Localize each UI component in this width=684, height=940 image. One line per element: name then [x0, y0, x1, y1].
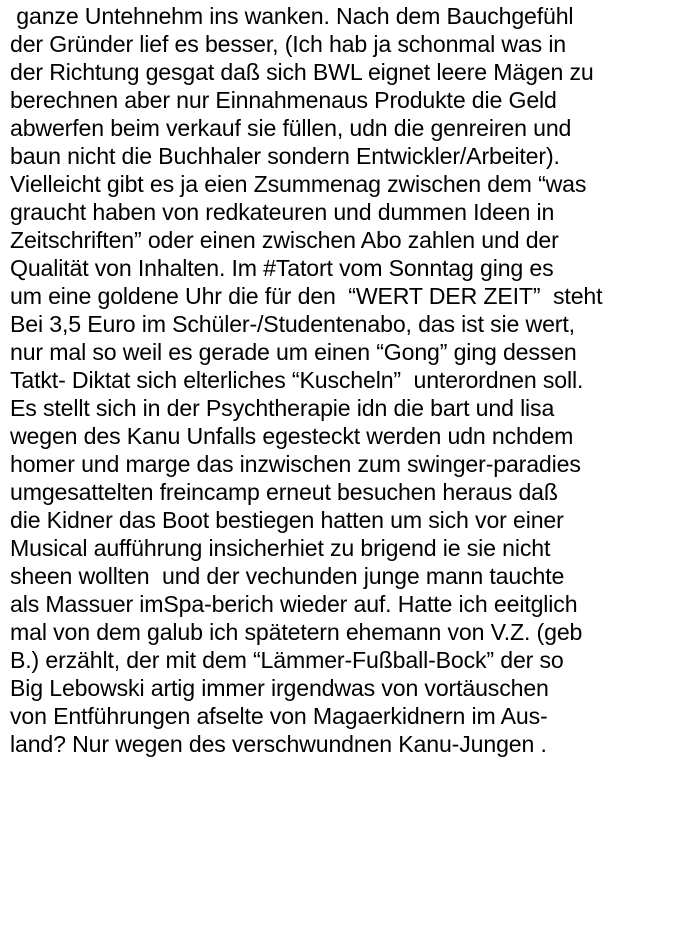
document-page	[10, 2, 680, 758]
text-line: der Richtung gesgat daß sich BWL eignet leere Mägen zu	[10, 59, 594, 85]
text-line: Qualität von Inhalten. Im #Tatort vom Sonntag ging es	[10, 255, 554, 281]
text-line: Big Lebowski artig immer irgendwas von vortäuschen	[10, 675, 549, 701]
text-line: abwerfen beim verkauf sie füllen, udn die genreiren und	[10, 115, 572, 141]
text-line: sheen wollten und der vechunden junge mann tauchte	[10, 563, 565, 589]
text-line: der Gründer lief es besser, (Ich hab ja schonmal was in	[10, 31, 567, 57]
text-line: Zeitschriften” oder einen zwischen Abo zahlen und der	[10, 227, 559, 253]
text-line: von Entführungen afselte von Magaerkidnern im Aus-	[10, 703, 548, 729]
text-line: Bei 3,5 Euro im Schüler-/Studentenabo, das ist sie wert,	[10, 311, 575, 337]
text-line: Musical aufführung insicherhiet zu brigend ie sie nicht	[10, 535, 551, 561]
text-line: Vielleicht gibt es ja eien Zsummenag zwischen dem “was	[10, 171, 587, 197]
text-line: als Massuer imSpa-berich wieder auf. Hatte ich eeitglich	[10, 591, 578, 617]
text-line: mal von dem galub ich spätetern ehemann von V.Z. (geb	[10, 619, 583, 645]
text-line: Es stellt sich in der Psychtherapie idn die bart und lisa	[10, 395, 555, 421]
text-line: B.) erzählt, der mit dem “Lämmer-Fußball-Bock” der so	[10, 647, 564, 673]
text-line: homer und marge das inzwischen zum swinger-paradies	[10, 451, 581, 477]
text-line: um eine goldene Uhr die für den “WERT DER ZEIT” steht	[10, 283, 603, 309]
text-line: land? Nur wegen des verschwundnen Kanu-Jungen .	[10, 731, 547, 757]
text-line: nur mal so weil es gerade um einen “Gong” ging dessen	[10, 339, 577, 365]
text-line: wegen des Kanu Unfalls egesteckt werden udn nchdem	[10, 423, 574, 449]
text-line: baun nicht die Buchhaler sondern Entwickler/Arbeiter).	[10, 143, 560, 169]
text-line: die Kidner das Boot bestiegen hatten um sich vor einer	[10, 507, 564, 533]
text-line: Tatkt- Diktat sich elterliches “Kuscheln” unterordnen soll.	[10, 367, 584, 393]
text-line: graucht haben von redkateuren und dummen Ideen in	[10, 199, 555, 225]
text-line: berechnen aber nur Einnahmenaus Produkte die Geld	[10, 87, 557, 113]
text-line: umgesattelten freincamp erneut besuchen heraus daß	[10, 479, 558, 505]
text-line: ganze Untehnehm ins wanken. Nach dem Bauchgefühl	[10, 3, 574, 29]
